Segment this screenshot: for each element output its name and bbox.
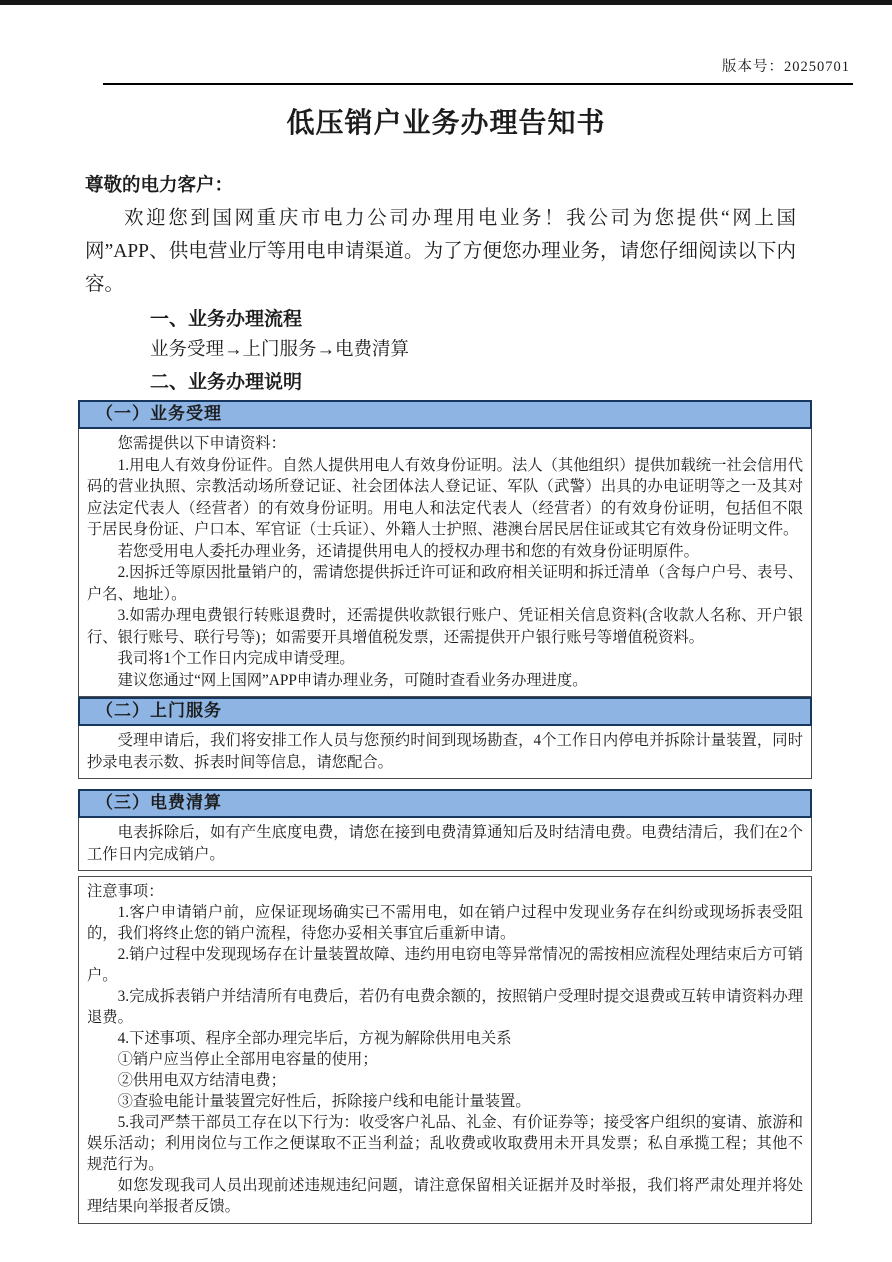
paragraph: 您需提供以下申请资料： <box>117 435 286 452</box>
subsection2-header-bar: （二）上门服务 <box>78 697 812 726</box>
subsection2-content <box>78 726 812 779</box>
section1-heading: 一、业务办理流程 <box>150 309 303 330</box>
header-divider <box>103 83 853 85</box>
notes-box <box>78 876 812 1224</box>
process-flow-line: 业务受理→上门服务→电费清算 <box>150 340 410 360</box>
note-item: 如您发现我司人员出现前述违规违纪问题，请注意保留相关证据并及时举报，我们将严肃处理并将处理结果向举报者反馈。 <box>87 1177 803 1215</box>
subsection1-header-bar: （一）业务受理 <box>78 400 812 429</box>
intro-paragraph: 欢迎您到国网重庆市电力公司办理用电业务！我公司为您提供“网上国网”APP、供电营业厅等用电申请渠道。为了方便您办理业务，请您仔细阅读以下内容。 <box>85 208 796 295</box>
subsection3-header-bar: （三）电费清算 <box>78 789 812 818</box>
note-item: 5.我司严禁干部员工存在以下行为：收受客户礼品、礼金、有价证券等；接受客户组织的宴请、旅游和娱乐活动；利用岗位与工作之便谋取不正当利益；乱收费或收取费用未开具发票；私自承揽工程；其他不规范行为。 <box>87 1114 803 1173</box>
paragraph: 建议您通过“网上国网”APP申请办理业务，可随时查看业务办理进度。 <box>117 671 588 689</box>
section2-heading: 二、业务办理说明 <box>150 372 303 393</box>
paragraph: 若您受用电人委托办理业务，还请提供用电人的授权办理书和您的有效身份证明原件。 <box>117 542 699 560</box>
note-item: ③查验电能计量装置完好性后，拆除接户线和电能计量装置。 <box>117 1093 531 1110</box>
note-item: 2.销户过程中发现现场存在计量装置故障、违约用电窃电等异常情况的需按相应流程处理结束后方可销户。 <box>87 946 803 984</box>
version-label: 版本号：20250701 <box>722 59 850 75</box>
notes-title: 注意事项： <box>87 883 164 900</box>
note-item: 3.完成拆表销户并结清所有电费后，若仍有电费余额的，按照销户受理时提交退费或互转申请资料办理退费。 <box>87 988 803 1026</box>
paragraph: 1.用电人有效身份证件。自然人提供用电人有效身份证明。法人（其他组织）提供加载统一社会信用代码的营业执照、宗教活动场所登记证、社会团体法人登记证、军队（武警）出具的办电证明等之一及其对应法定代表人（经营者）的有效身份证明。用电人和法定代表人（经营者）的有效身份证明，包括但不限于居民身份证、户口本、军官证（士兵证）、外籍人士护照、港澳台居民居住证或其它有效身份证明文件。 <box>87 456 803 538</box>
note-item: ②供用电双方结清电费； <box>117 1072 286 1089</box>
boxed-sections <box>78 400 812 1224</box>
note-item: 4.下述事项、程序全部办理完毕后，方视为解除供用电关系 <box>117 1030 512 1047</box>
note-item: 1.客户申请销户前，应保证现场确实已不需用电，如在销户过程中发现业务存在纠纷或现场拆表受阻的，我们将终止您的销户流程，待您办妥相关事宜后重新申请。 <box>87 904 803 942</box>
scan-edge-strip <box>0 0 892 5</box>
subsection3-content <box>78 818 812 871</box>
greeting-line: 尊敬的电力客户： <box>85 174 234 195</box>
paragraph: 电表拆除后，如有产生底度电费，请您在接到电费清算通知后及时结清电费。电费结清后，我们在2个工作日内完成销户。 <box>87 824 803 863</box>
subsection1-content <box>78 429 812 697</box>
note-item: ①销户应当停止全部用电容量的使用； <box>117 1051 378 1068</box>
paragraph: 2.因拆迁等原因批量销户的，需请您提供拆迁许可证和政府相关证明和拆迁清单（含每户户号、表号、户名、地址）。 <box>87 564 803 603</box>
paragraph: 3.如需办理电费银行转账退费时，还需提供收款银行账户、凭证相关信息资料(含收款人名称、开户银行、银行账号、联行号等)；如需要开具增值税发票，还需提供开户银行账号等增值税资料。 <box>87 607 803 646</box>
paragraph: 受理申请后，我们将安排工作人员与您预约时间到现场勘查，4个工作日内停电并拆除计量装置，同时抄录电表示数、拆表时间等信息，请您配合。 <box>87 732 803 771</box>
page-title: 低压销户业务办理告知书 <box>286 108 606 139</box>
spacer <box>78 779 812 789</box>
paragraph: 我司将1个工作日内完成申请受理。 <box>117 650 355 667</box>
